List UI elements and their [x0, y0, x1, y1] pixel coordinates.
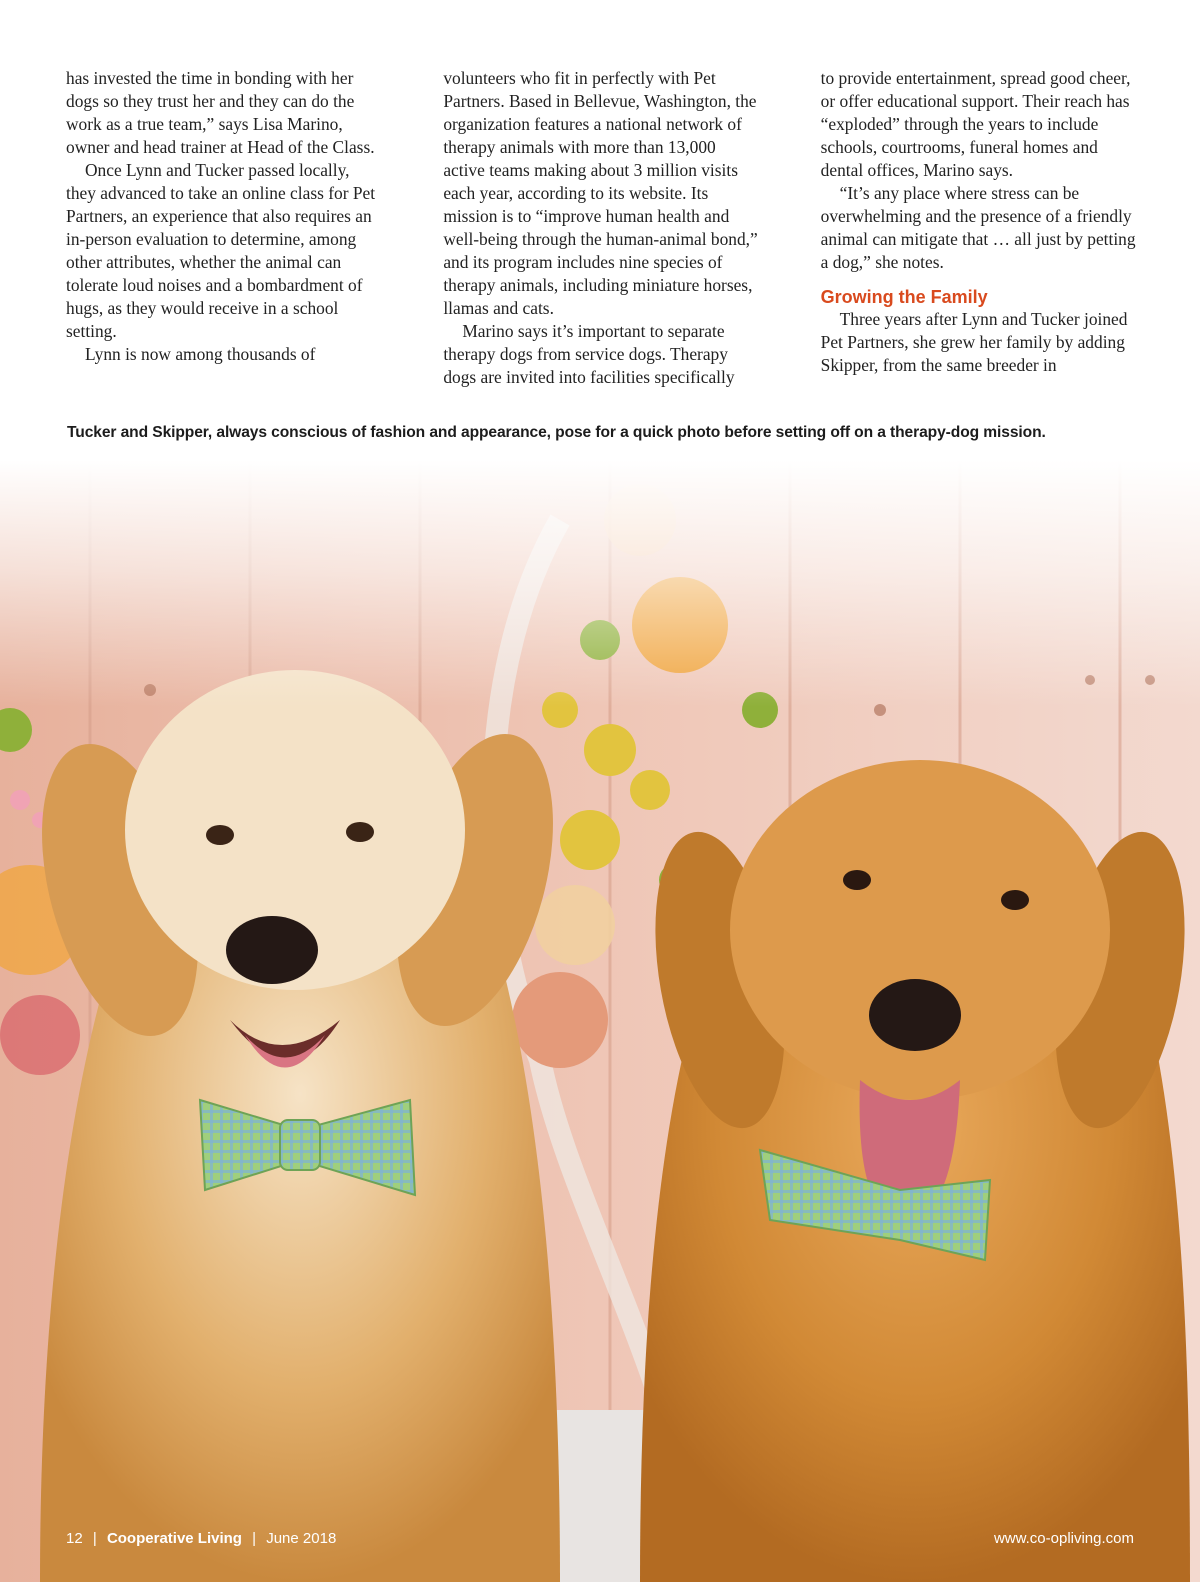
paragraph: “It’s any place where stress can be overwhelming and the presence of a friendly animal can mitigate that … all just by petting a dog,” she notes. [820, 183, 1136, 272]
section-subhead: Growing the Family [820, 287, 988, 307]
footer-separator: | [92, 1530, 97, 1547]
paragraph: Once Lynn and Tucker passed locally, they advanced to take an online class for Pet Partners, an experience that also requires an in-person evaluation to determine, among other attributes, whether the animal can tolerate loud noises and a bombardment of hugs, as they would receive in a school setting. [66, 160, 376, 341]
dogs-illustration [0, 460, 1200, 1582]
article-column-3 [821, 67, 1136, 397]
footer-separator: | [252, 1530, 257, 1547]
publication-name: Cooperative Living [106, 1530, 242, 1547]
article-column-2 [443, 67, 758, 397]
paragraph: Lynn is now among thousands of [85, 344, 316, 364]
paragraph: volunteers who fit in perfectly with Pet Partners. Based in Bellevue, Washington, the organization features a national network of therapy animals with more than 13,000 active teams making about 3 million visits each year, according to its website. Its mission is to “improve human health and well-being through the human-animal bond,” and its program includes nine species of therapy animals, including miniature horses, llamas and cats. [443, 68, 758, 318]
paragraph: Three years after Lynn and Tucker joined Pet Partners, she grew her family by adding Skipper, from the same breeder in [820, 309, 1128, 375]
paragraph: has invested the time in bonding with her dogs so they trust her and they can do the work as a true team,” says Lisa Marino, owner and head trainer at Head of the Class. [66, 68, 375, 157]
paragraph: to provide entertainment, spread good cheer, or offer educational support. Their reach has “exploded” through the years to include schools, courtrooms, funeral homes and dental offices, Marino says. [820, 68, 1131, 180]
issue-date: June 2018 [266, 1530, 337, 1547]
page-number: 12 [66, 1530, 83, 1547]
article-column-1 [66, 67, 381, 397]
photo-caption: Tucker and Skipper, always conscious of fashion and appearance, pose for a quick photo before setting off on a therapy-dog mission. [67, 424, 1046, 441]
footer-left [66, 1530, 336, 1547]
paragraph: Marino says it’s important to separate therapy dogs from service dogs. Therapy dogs are invited into facilities specifically [443, 321, 735, 387]
article-columns [66, 67, 1136, 397]
dogs-photo [0, 460, 1200, 1582]
website-link[interactable]: www.co-opliving.com [993, 1530, 1134, 1547]
page-footer [66, 1530, 1134, 1547]
